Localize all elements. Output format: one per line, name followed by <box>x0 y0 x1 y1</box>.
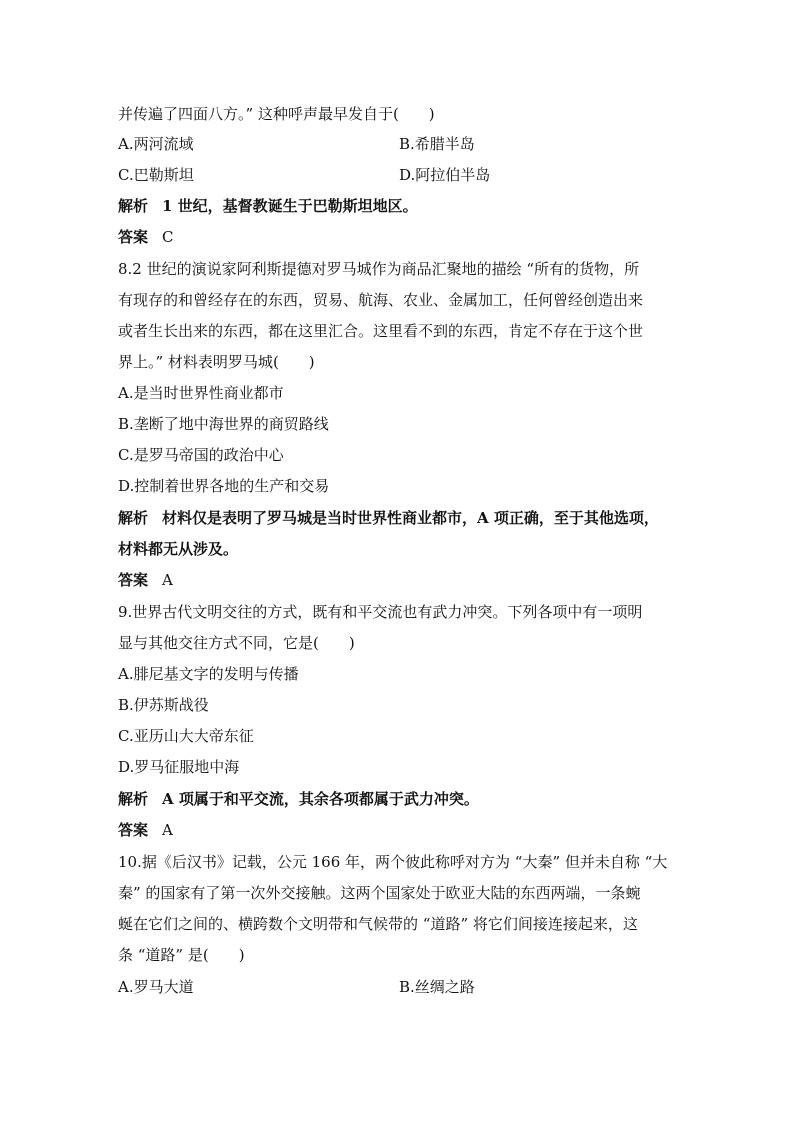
q9-answer <box>118 820 173 840</box>
answer-label: 答案 <box>118 821 149 839</box>
q9-option-a: A.腓尼基文字的发明与传播 <box>118 665 299 683</box>
q7-stem-tail: 并传遍了四面八方。” 这种呼声最早发自于( ) <box>118 105 435 123</box>
q8-answer <box>118 570 173 590</box>
analysis-label: 解析 <box>118 509 149 527</box>
q8-answer-value: A <box>162 571 173 589</box>
q8-stem-line-2: 有现存的和曾经存在的东西，贸易、航海、农业、金属加工，任何曾经创造出来 <box>118 291 644 309</box>
q10-option-a: A.罗马大道 <box>118 978 194 996</box>
q9-option-d: D.罗马征服地中海 <box>118 758 240 776</box>
q8-stem-line-4: 界上。” 材料表明罗马城( ) <box>118 353 315 371</box>
q9-analysis <box>118 789 479 809</box>
q8-analysis-text-2: 材料都无从涉及。 <box>118 540 239 558</box>
analysis-label: 解析 <box>118 197 149 215</box>
q7-analysis <box>118 196 418 216</box>
q10-stem-line-1: 10.据《后汉书》记载，公元 166 年，两个彼此称呼对方为 “大秦” 但并未自称 “大 <box>118 853 668 871</box>
q9-answer-value: A <box>162 821 173 839</box>
q7-option-d: D.阿拉伯半岛 <box>399 166 491 184</box>
q9-stem-line-2: 显与其他交往方式不同，它是( ) <box>118 634 355 652</box>
q10-stem-line-3: 蜒在它们之间的、横跨数个文明带和气候带的 “道路” 将它们间接连接起来，这 <box>118 915 638 933</box>
q10-option-b: B.丝绸之路 <box>399 978 475 996</box>
q7-option-a: A.两河流域 <box>118 135 194 153</box>
q7-answer <box>118 227 174 247</box>
q8-analysis <box>118 508 659 528</box>
q7-answer-value: C <box>162 228 174 246</box>
q7-analysis-text: 1 世纪，基督教诞生于巴勒斯坦地区。 <box>162 197 418 215</box>
q9-option-c: C.亚历山大大帝东征 <box>118 727 254 745</box>
q8-option-d: D.控制着世界各地的生产和交易 <box>118 477 330 495</box>
q8-stem-line-3: 或者生长出来的东西，都在这里汇合。这里看不到的东西，肯定不存在于这个世 <box>118 322 644 340</box>
q10-stem-line-4: 条 “道路” 是( ) <box>118 946 245 964</box>
q8-option-a: A.是当时世界性商业都市 <box>118 384 284 402</box>
analysis-label: 解析 <box>118 790 149 808</box>
q8-option-c: C.是罗马帝国的政治中心 <box>118 446 284 464</box>
q10-stem-line-2: 秦” 的国家有了第一次外交接触。这两个国家处于欧亚大陆的东西两端，一条蜿 <box>118 884 641 902</box>
q8-option-b: B.垄断了地中海世界的商贸路线 <box>118 415 329 433</box>
q7-option-c: C.巴勒斯坦 <box>118 166 194 184</box>
q7-option-b: B.希腊半岛 <box>399 135 475 153</box>
q9-option-b: B.伊苏斯战役 <box>118 696 209 714</box>
q9-analysis-text: A 项属于和平交流，其余各项都属于武力冲突。 <box>162 790 479 808</box>
answer-label: 答案 <box>118 228 149 246</box>
q8-analysis-text-1: 材料仅是表明了罗马城是当时世界性商业都市，A 项正确，至于其他选项， <box>162 509 659 527</box>
answer-label: 答案 <box>118 571 149 589</box>
q9-stem-line-1: 9.世界古代文明交往的方式，既有和平交流也有武力冲突。下列各项中有一项明 <box>118 603 643 621</box>
q8-stem-line-1: 8.2 世纪的演说家阿利斯提德对罗马城作为商品汇聚地的描绘 “所有的货物，所 <box>118 260 640 278</box>
